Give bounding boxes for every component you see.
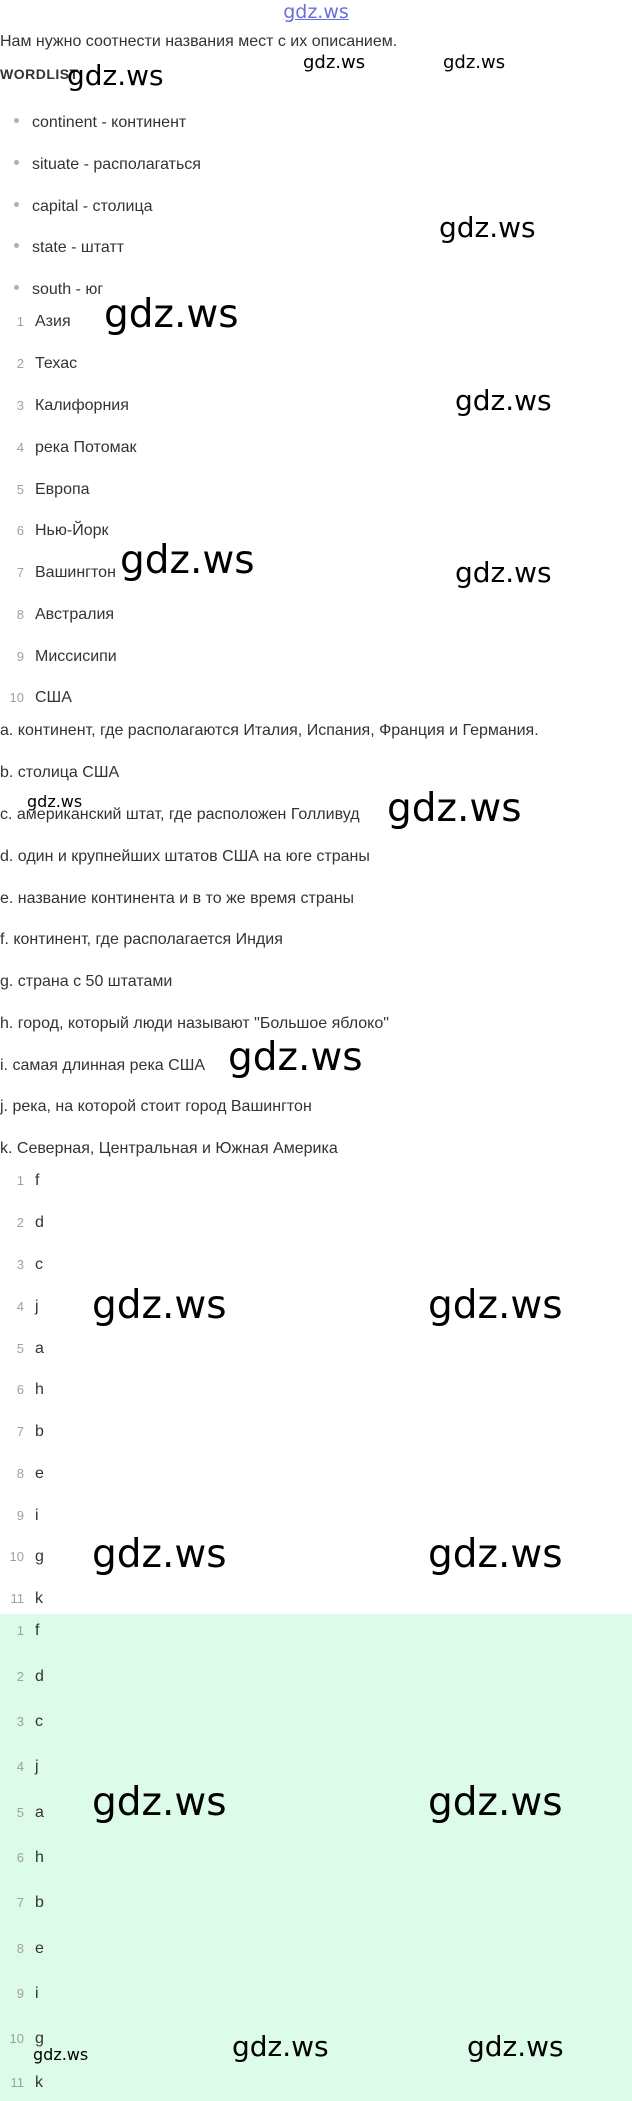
wordlist-item: situate - располагаться <box>14 156 201 178</box>
watermark: gdz.ws <box>455 384 552 417</box>
description-item: f. континент, где располагается Индия <box>0 931 283 948</box>
watermark: gdz.ws <box>228 1035 363 1080</box>
description-item: j. река, на которой стоит город Вашингтон <box>0 1098 312 1115</box>
watermark: gdz.ws <box>303 52 366 73</box>
wordlist-item: continent - континент <box>14 114 186 136</box>
place-item: 5 Европа <box>16 481 90 498</box>
place-item: 4 река Потомак <box>16 439 137 456</box>
watermark: gdz.ws <box>455 556 552 589</box>
bullet-icon <box>14 202 19 207</box>
place-item: 3 Калифорния <box>16 397 129 414</box>
watermark: gdz.ws <box>92 1780 227 1825</box>
watermark: gdz.ws <box>467 2030 564 2063</box>
description-item: d. один и крупнейших штатов США на юге страны <box>0 848 370 865</box>
final-answer-item: 9 i <box>16 1985 39 2002</box>
watermark: gdz.ws <box>27 792 83 811</box>
answer-item: 4 j <box>16 1298 39 1315</box>
final-answer-item: 3 c <box>16 1713 43 1730</box>
watermark: gdz.ws <box>33 2045 89 2064</box>
bullet-icon <box>14 285 19 290</box>
wordlist-item: capital - столица <box>14 198 153 220</box>
answer-item: 5 a <box>16 1340 44 1357</box>
watermark: gdz.ws <box>92 1532 227 1577</box>
watermark: gdz.ws <box>428 1532 563 1577</box>
place-item: 8 Австралия <box>16 606 115 623</box>
answer-block <box>0 1614 632 2101</box>
watermark: gdz.ws <box>92 1283 227 1328</box>
place-item: 1 Азия <box>16 313 71 330</box>
description-item: b. столица США <box>0 764 120 781</box>
description-item: a. континент, где располагаются Италия, Испания, Франция и Германия. <box>0 722 539 739</box>
final-answer-item: 10 g <box>9 2030 44 2047</box>
description-item: g. страна с 50 штатами <box>0 973 173 990</box>
watermark: gdz.ws <box>428 1780 563 1825</box>
description-item: k. Северная, Центральная и Южная Америка <box>0 1140 338 1157</box>
watermark: gdz.ws <box>428 1283 563 1328</box>
final-answer-item: 4 j <box>16 1758 39 1775</box>
description-item: e. название континента и в то же время страны <box>0 890 354 907</box>
wordlist-item: south - юг <box>14 281 103 303</box>
description-item: h. город, который люди называют "Большое яблоко" <box>0 1015 389 1032</box>
answer-item: 9 i <box>16 1507 39 1524</box>
final-answer-item: 6 h <box>16 1849 44 1866</box>
final-answer-item: 8 e <box>16 1940 44 1957</box>
watermark: gdz.ws <box>443 52 506 73</box>
final-answer-item: 7 b <box>16 1894 44 1911</box>
answer-item: 1 f <box>16 1172 40 1189</box>
place-item: 7 Вашингтон <box>16 564 116 581</box>
answer-item: 3 c <box>16 1256 43 1273</box>
answer-item: 10 g <box>9 1548 44 1565</box>
final-answer-item: 2 d <box>16 1668 44 1685</box>
bullet-icon <box>14 243 19 248</box>
watermark: gdz.ws <box>232 2030 329 2063</box>
place-item: 9 Миссисипи <box>16 648 117 665</box>
bullet-icon <box>14 160 19 165</box>
bullet-icon <box>14 118 19 123</box>
watermark: gdz.ws <box>387 786 522 831</box>
instruction-text: Нам нужно соотнести названия мест с их описанием. <box>0 33 398 50</box>
watermark: gdz.ws <box>120 538 255 583</box>
watermark: gdz.ws <box>439 211 536 244</box>
answer-item: 2 d <box>16 1214 44 1231</box>
answer-item: 7 b <box>16 1423 44 1440</box>
wordlist-item: state - штатт <box>14 239 124 261</box>
description-item: c. американский штат, где расположен Голливуд <box>0 806 360 823</box>
final-answer-item: 11 k <box>10 2074 43 2091</box>
watermark: gdz.ws <box>104 292 239 337</box>
place-item: 2 Техас <box>16 355 78 372</box>
place-item: 6 Нью-Йорк <box>16 522 109 539</box>
answer-item: 11 k <box>10 1590 43 1607</box>
description-item: i. самая длинная река США <box>0 1057 206 1074</box>
wordlist-title: WORDLIST <box>0 66 79 82</box>
answer-item: 8 e <box>16 1465 44 1482</box>
answer-item: 6 h <box>16 1381 44 1398</box>
place-item: 10 США <box>9 689 72 706</box>
final-answer-item: 1 f <box>16 1622 40 1639</box>
site-logo-link[interactable]: gdz.ws <box>283 1 349 23</box>
watermark: gdz.ws <box>67 59 164 92</box>
final-answer-item: 5 a <box>16 1804 44 1821</box>
